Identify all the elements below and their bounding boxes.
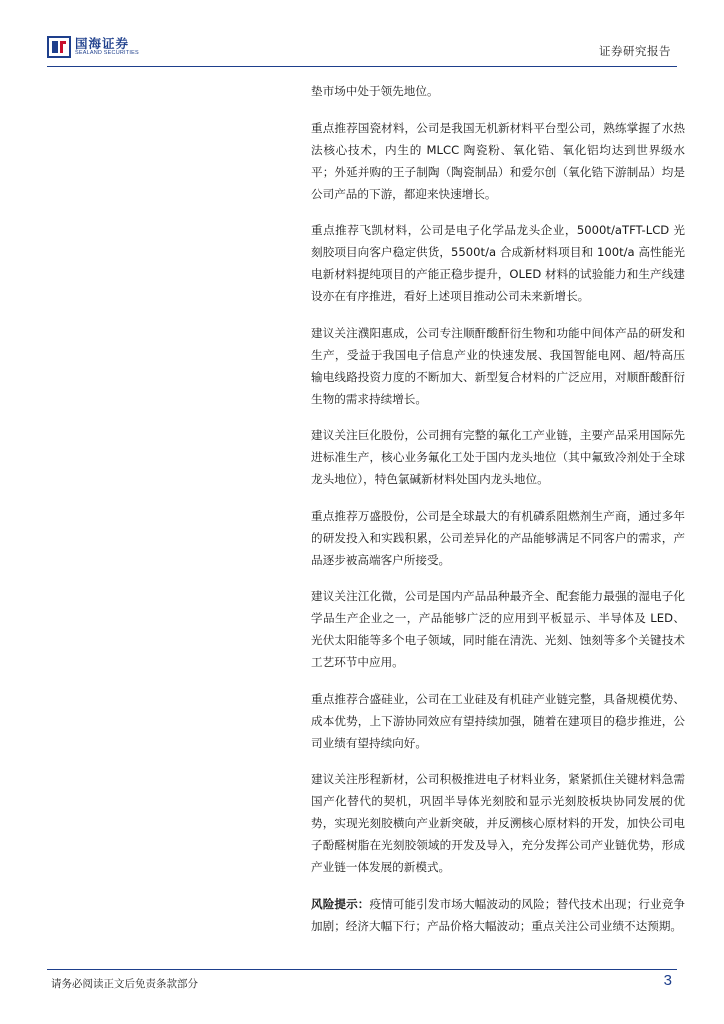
risk-warning <box>311 893 685 937</box>
paragraph-juhua: 建议关注巨化股份，公司拥有完整的氟化工产业链，主要产品采用国际先进标准生产，核心业务氟化工处于国内龙头地位（其中氟致冷剂处于全球龙头地位），特色氯碱新材料处国内龙头地位。 <box>311 428 685 486</box>
sealand-logo <box>47 36 139 58</box>
paragraph-wansheng: 重点推荐万盛股份，公司是全球最大的有机磷系阻燃剂生产商，通过多年的研发投入和实践积累，公司差异化的产品能够满足不同客户的需求，产品逐步被高端客户所接受。 <box>311 508 685 567</box>
paragraph-market-position: 垫市场中处于领先地位。 <box>311 84 439 98</box>
paragraph-jianghuawei: 建议关注江化微，公司是国内产品品种最齐全、配套能力最强的湿电子化学品生产企业之一，产品能够广泛的应用到平板显示、半导体及 LED、光伏太阳能等多个电子领域，同时能在清洗、光刻、蚀刻等多个关键技术工艺环节中应用。 <box>311 589 685 669</box>
paragraph-guoci: 重点推荐国瓷材料，公司是我国无机新材料平台型公司，熟练掌握了水热法核心技术，内生的 MLCC 陶瓷粉、氧化锆、氧化铝均达到世界级水平；外延并购的王子制陶（陶瓷制品）和爱尔创（氧化锆下游制品）均是公司产品的下游，都迎来快速增长。 <box>311 120 685 201</box>
report-type-label: 证券研究报告 <box>599 44 671 58</box>
footer-disclaimer: 请务必阅读正文后免责条款部分 <box>51 978 198 990</box>
paragraph-puyang-huicheng: 建议关注濮阳惠成，公司专注顺酐酸酐衍生物和功能中间体产品的研发和生产，受益于我国电子信息产业的快速发展、我国智能电网、超/特高压输电线路投资力度的不断加大、新型复合材料的广泛应用，对顺酐酸酐衍生物的需求持续增长。 <box>311 325 685 406</box>
logo-english-name: SEALAND SECURITIES <box>75 50 139 56</box>
risk-warning-text: 疫情可能引发市场大幅波动的风险；替代技术出现；行业竞争加剧；经济大幅下行；产品价格大幅波动；重点关注公司业绩不达预期。 <box>311 896 685 933</box>
logo-chinese-name: 国海证券 <box>75 36 130 51</box>
footer-divider <box>47 969 677 970</box>
paragraph-hoshine: 重点推荐合盛硅业，公司在工业硅及有机硅产业链完整，具备规模优势、成本优势，上下游协同效应有望持续加强，随着在建项目的稳步推进，公司业绩有望持续向好。 <box>311 691 685 750</box>
paragraph-feikai: 重点推荐飞凯材料，公司是电子化学品龙头企业，5000t/aTFT-LCD 光刻胶项目向客户稳定供货，5500t/a 合成新材料项目和 100t/a 高性能光电新材料提纯项目的产能正稳步提升，OLED 材料的试验能力和生产线建设亦在有序推进，看好上述项目推动公司未来新增长。 <box>311 223 685 303</box>
risk-warning-label: 风险提示： <box>311 896 370 911</box>
paragraph-tongcheng: 建议关注彤程新材，公司积极推进电子材料业务，紧紧抓住关键材料急需国产化替代的契机，巩固半导体光刻胶和显示光刻胶板块协同发展的优势，实现光刻胶横向产业新突破，并反溯核心原材料的开发，加快公司电子酚醛树脂在光刻胶领域的开发及导入，充分发挥公司产业链优势，形成产业链一体发展的新模式。 <box>311 772 685 874</box>
page-header <box>47 34 677 64</box>
header-divider <box>47 66 677 67</box>
page-number: 3 <box>663 972 672 989</box>
report-body <box>311 80 685 951</box>
sealand-logo-icon <box>47 36 71 58</box>
